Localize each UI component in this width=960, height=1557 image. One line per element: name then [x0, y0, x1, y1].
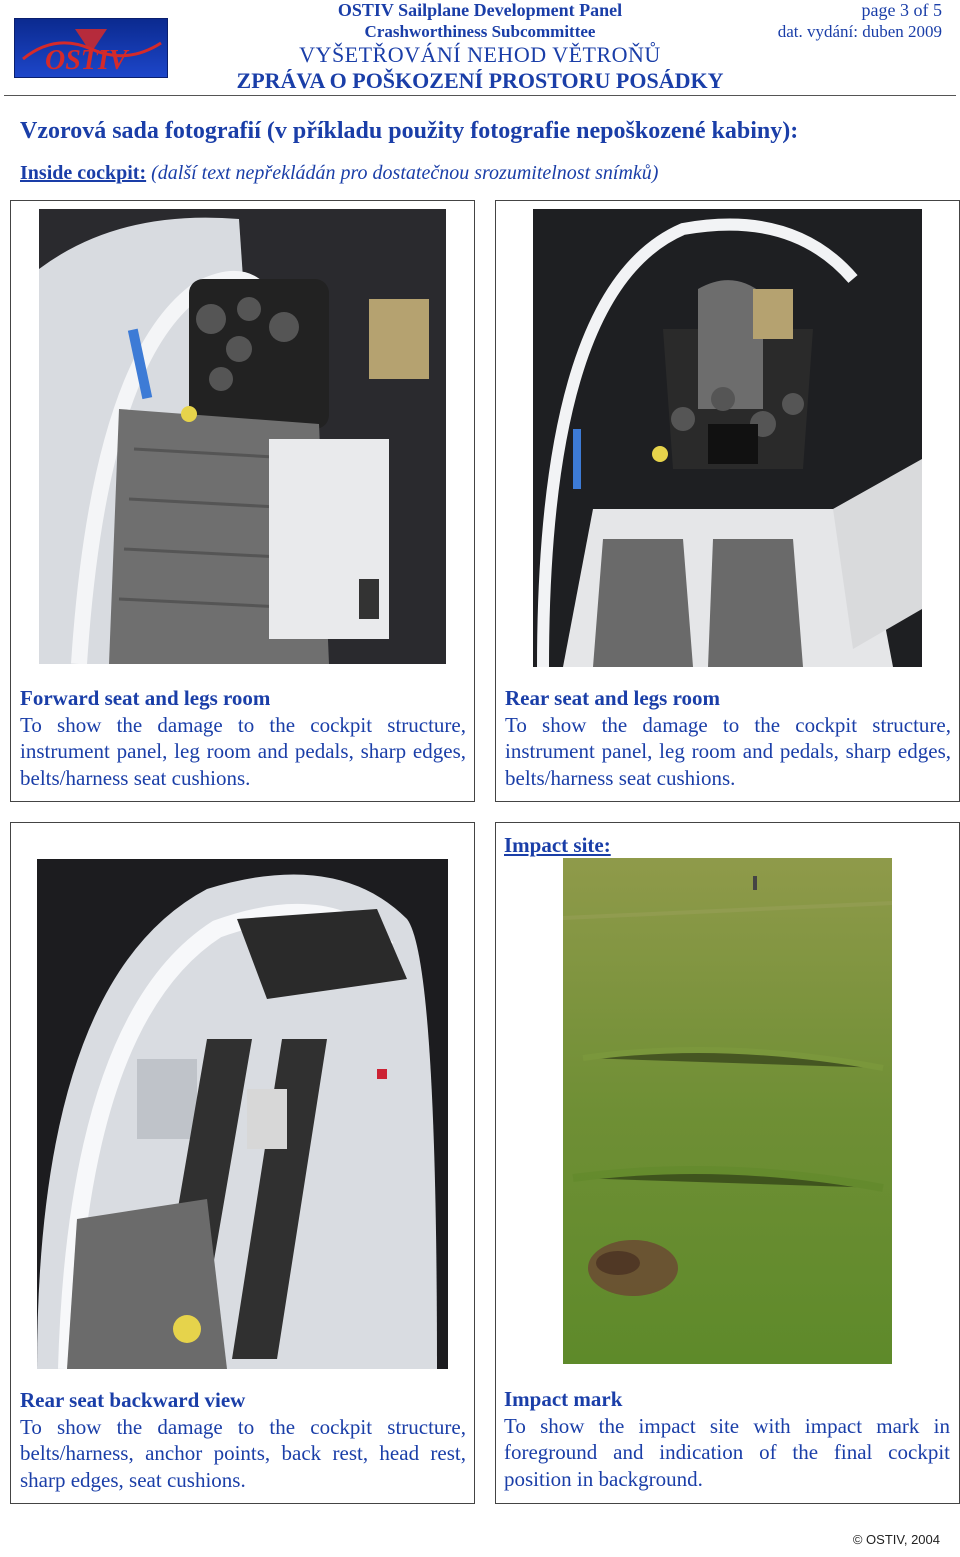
caption-impact	[504, 1386, 950, 1492]
inside-cockpit-label: Inside cockpit:	[20, 162, 147, 184]
logo-text: OSTIV	[45, 45, 128, 76]
page-number: page 3 of 5	[861, 0, 942, 20]
panel-rear-backward	[10, 822, 475, 1504]
caption-rear-seat	[505, 685, 951, 791]
copyright-footer: © OSTIV, 2004	[852, 1532, 940, 1547]
caption-title: Rear seat and legs room	[505, 686, 721, 710]
header-divider	[4, 95, 956, 96]
caption-rear-backward	[20, 1387, 466, 1493]
section-title: Vzorová sada fotografií (v příkladu použity fotografie nepoškozené kabiny):	[20, 118, 799, 144]
caption-title: Impact mark	[504, 1387, 623, 1411]
header-subcommittee: Crashworthiness Subcommittee	[364, 22, 596, 41]
header-panel-name: OSTIV Sailplane Development Panel	[337, 0, 623, 20]
caption-title: Forward seat and legs room	[20, 686, 271, 710]
caption-text: To show the damage to the cockpit structure, instrument panel, leg room and pedals, sharp edges, belts/harness seat cushions.	[505, 712, 951, 790]
caption-title: Rear seat backward view	[20, 1388, 246, 1412]
photo-forward-seat	[39, 209, 446, 664]
ostiv-logo	[14, 18, 168, 78]
inside-cockpit-note: (další text nepřekládán pro dostatečnou srozumitelnost snímků)	[151, 162, 659, 184]
header-report-title: ZPRÁVA O POŠKOZENÍ PROSTORU POSÁDKY	[236, 68, 724, 93]
header-investigation: VYŠETŘOVÁNÍ NEHOD VĚTROŇŮ	[299, 42, 661, 67]
panel-forward-seat	[10, 200, 475, 802]
caption-text: To show the damage to the cockpit structure, belts/harness, anchor points, back rest, head rest, sharp edges, seat cushions.	[20, 1414, 466, 1492]
photo-rear-seat	[533, 209, 922, 667]
caption-text: To show the damage to the cockpit structure, instrument panel, leg room and pedals, sharp edges, belts/harness seat cushions.	[20, 712, 466, 790]
panel-rear-seat	[495, 200, 960, 802]
impact-site-label: Impact site:	[504, 833, 611, 857]
inside-cockpit-line	[20, 162, 658, 185]
photo-impact-site	[563, 858, 892, 1364]
caption-text: To show the impact site with impact mark in foreground and indication of the final cockpit position in background.	[504, 1413, 950, 1491]
photo-rear-backward	[37, 859, 448, 1369]
issue-date: dat. vydání: duben 2009	[777, 22, 942, 41]
caption-forward-seat	[20, 685, 466, 791]
